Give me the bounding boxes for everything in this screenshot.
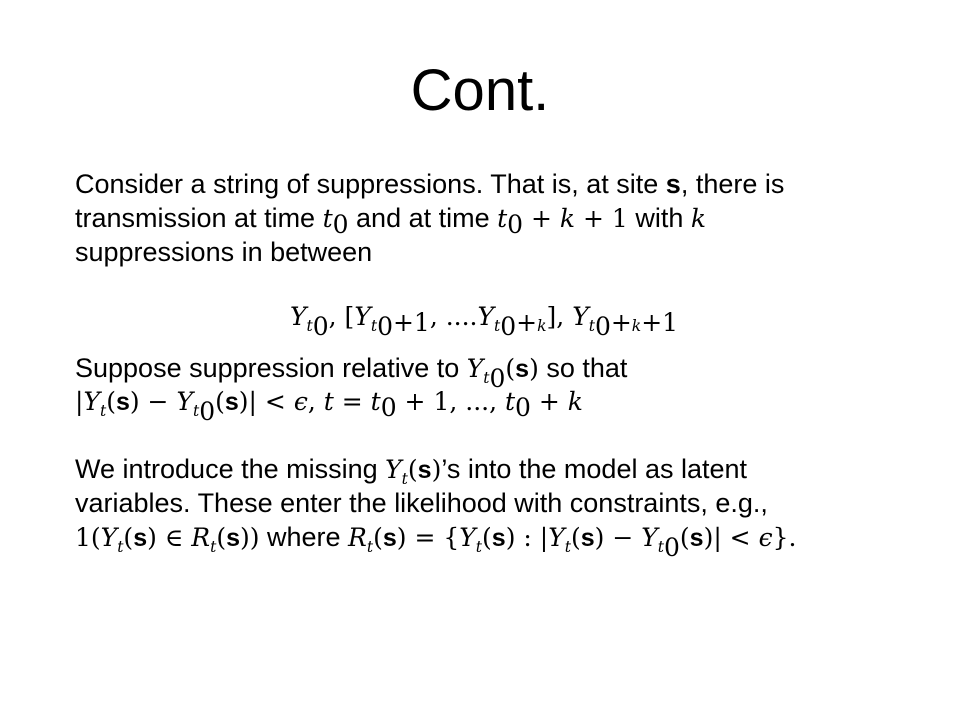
math-t0: $t_0$ xyxy=(322,204,349,239)
p1-text-1b: , there is xyxy=(680,169,785,199)
p3-line-2: variables. These enter the likelihood with constraints, e.g., xyxy=(75,488,768,518)
p3-line-3 xyxy=(75,520,797,563)
p1-line-3: suppressions in between xyxy=(75,237,373,267)
p1-site-symbol: s xyxy=(665,169,681,199)
p2-line-1 xyxy=(75,351,628,394)
p1-text-2a: transmission at time xyxy=(75,203,323,233)
paragraph-suppressions xyxy=(75,167,784,269)
p3-line-1 xyxy=(75,452,796,486)
p3-text-where: where xyxy=(259,522,349,552)
paragraph-latent xyxy=(75,452,797,563)
math-abs-constraint: $|Y_t(s) - Y_{t_0}(s)| < \epsilon$, $t = t_0 + 1$, ..., $t_0 + k$ xyxy=(75,387,583,427)
p3-text-1b: ’s into the model as latent xyxy=(441,454,748,484)
p3-text-1a: We introduce the missing xyxy=(75,454,386,484)
p1-text-2b: and at time xyxy=(348,203,498,233)
equation-sequence: $Y_{t_0}$, [$Y_{t_0+1}$, $....Y_{t_0+k}$], $Y_{t_0+k+1}$ xyxy=(290,302,679,342)
slide-title: Cont. xyxy=(410,58,550,123)
math-t0-plus-k-plus-1: $t_0 + k + 1$ xyxy=(497,204,628,239)
math-Yt0-s: $Y_{t_0}(s)$ xyxy=(466,354,539,394)
p2-text-1a: Suppose suppression relative to xyxy=(75,353,467,383)
paragraph-suppose xyxy=(75,351,628,427)
p2-text-1b: so that xyxy=(538,353,628,383)
p1-line-1 xyxy=(75,167,784,201)
math-Yt-s: $Y_t(s)$ xyxy=(385,455,442,488)
math-indicator: $1(Y_t(s)$ ∈ $R_t(s)$) xyxy=(75,523,260,556)
p1-line-2 xyxy=(75,201,784,239)
p1-text-2c: with xyxy=(627,203,691,233)
math-k: k xyxy=(690,204,707,233)
math-set-definition: $R_t(s) = \{Y_t(s)$ : $|Y_t(s) - Y_{t_0}(s)| < \epsilon$}. xyxy=(348,523,797,563)
p1-text-1a: Consider a string of suppressions. That is, at site xyxy=(75,169,666,199)
